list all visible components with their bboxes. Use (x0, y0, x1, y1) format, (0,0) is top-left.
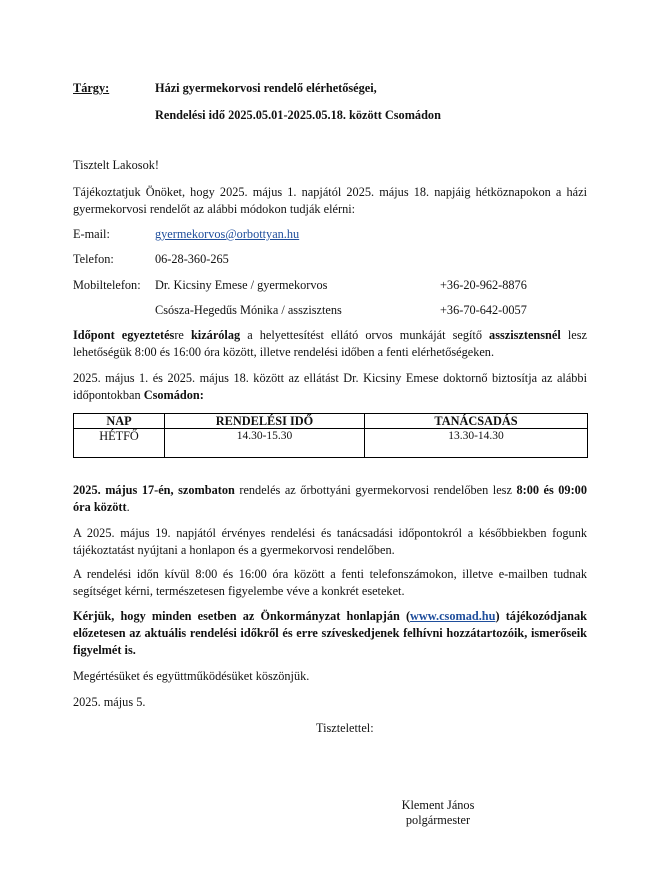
schedule-header-counseling: TANÁCSADÁS (365, 414, 588, 429)
greeting: Tisztelt Lakosok! (73, 158, 159, 172)
schedule-day: HÉTFŐ (74, 429, 165, 458)
appointment-bold-3: asszisztensnél (489, 328, 561, 342)
request-text-2: ) tájékozódjanak előzetesen az aktuális rendelési időkről és erre szíveskedjenek felhívni hozzátartozóik, ismerőseik figyelmét is. (73, 609, 587, 657)
subject-line-1: Házi gyermekorvosi rendelő elérhetőségei, (155, 81, 377, 95)
request-text-1: Kérjük, hogy minden esetben az Önkormányzat honlapján ( (73, 609, 411, 623)
website-link[interactable]: www.csomad.hu (410, 609, 496, 623)
phone-label: Telefon: (73, 252, 114, 266)
email-link[interactable]: gyermekorvos@orbottyan.hu (155, 227, 300, 241)
saturday-paragraph (73, 482, 587, 516)
phone-value: 06-28-360-265 (155, 252, 229, 266)
intro-paragraph: Tájékoztatjuk Önöket, hogy 2025. május 1. napjától 2025. május 18. napjáig hétköznapokon a házi gyermekorvosi rendelőt az alábbi módokon tudják elérni: (73, 185, 587, 216)
coverage-paragraph (73, 370, 587, 404)
thanks-text: Megértésüket és együttműködésüket köszönjük. (73, 669, 310, 683)
appointment-text-1: re (174, 328, 191, 342)
schedule-header-hours: RENDELÉSI IDŐ (165, 414, 365, 429)
notice-paragraph-2: A rendelési időn kívül 8:00 és 16:00 óra között a fenti telefonszámokon, illetve e-mailben tudnak segítséget kérni, természetesen figyelembe véve a konkrét eseteket. (73, 567, 587, 598)
appointment-text-2: a helyettesítést ellátó orvos munkáját segítő (240, 328, 490, 342)
appointment-text-3: lesz lehetőségük 8:00 és 16:00 óra között, illetve rendelési időben a fenti elérhetőségeken. (73, 328, 587, 359)
date-text: 2025. május 5. (73, 695, 146, 709)
schedule-header-day: NAP (74, 414, 165, 429)
subject-line-2: Rendelési idő 2025.05.01-2025.05.18. között Csomádon (155, 108, 441, 122)
schedule-counseling: 13.30-14.30 (365, 429, 588, 458)
email-label: E-mail: (73, 227, 110, 241)
saturday-text-1: rendelés az őrbottyáni gyermekorvosi rendelőben lesz (234, 483, 517, 497)
appointment-bold-2: kizárólag (190, 328, 241, 342)
coverage-text: 2025. május 1. és 2025. május 18. között az ellátást Dr. Kicsiny Emese doktornő biztosítja az alábbi időpontokban (73, 371, 587, 402)
schedule-hours: 14.30-15.30 (165, 429, 365, 458)
schedule-header-row (74, 414, 588, 429)
signature-title: polgármester (405, 813, 471, 827)
saturday-bold-2: 8:00 és 09:00 óra között (73, 483, 587, 514)
subject-label: Tárgy: (73, 81, 110, 95)
appointment-bold-1: Időpont egyeztetés (73, 328, 175, 342)
closing-text: Tisztelettel: (316, 721, 374, 735)
mobile-1-number: +36-20-962-8876 (440, 278, 527, 292)
signature-name: Klement János (401, 798, 475, 812)
saturday-text-2: . (126, 500, 130, 514)
schedule-row (74, 429, 588, 458)
request-paragraph (73, 608, 587, 659)
mobile-2-name: Csósza-Hegedűs Mónika / asszisztens (155, 303, 342, 317)
saturday-bold-1: 2025. május 17-én, szombaton (73, 483, 235, 497)
mobile-1-name: Dr. Kicsiny Emese / gyermekorvos (155, 278, 328, 292)
coverage-place: Csomádon: (143, 388, 204, 402)
schedule-table (73, 413, 588, 458)
appointment-paragraph (73, 327, 587, 361)
mobile-2-number: +36-70-642-0057 (440, 303, 527, 317)
notice-paragraph-1: A 2025. május 19. napjától érvényes rendelési és tanácsadási időpontokról a későbbiekben fogunk tájékoztatást nyújtani a honlapon és a gyermekorvosi rendelőben. (73, 526, 587, 557)
mobile-label: Mobiltelefon: (73, 278, 141, 292)
